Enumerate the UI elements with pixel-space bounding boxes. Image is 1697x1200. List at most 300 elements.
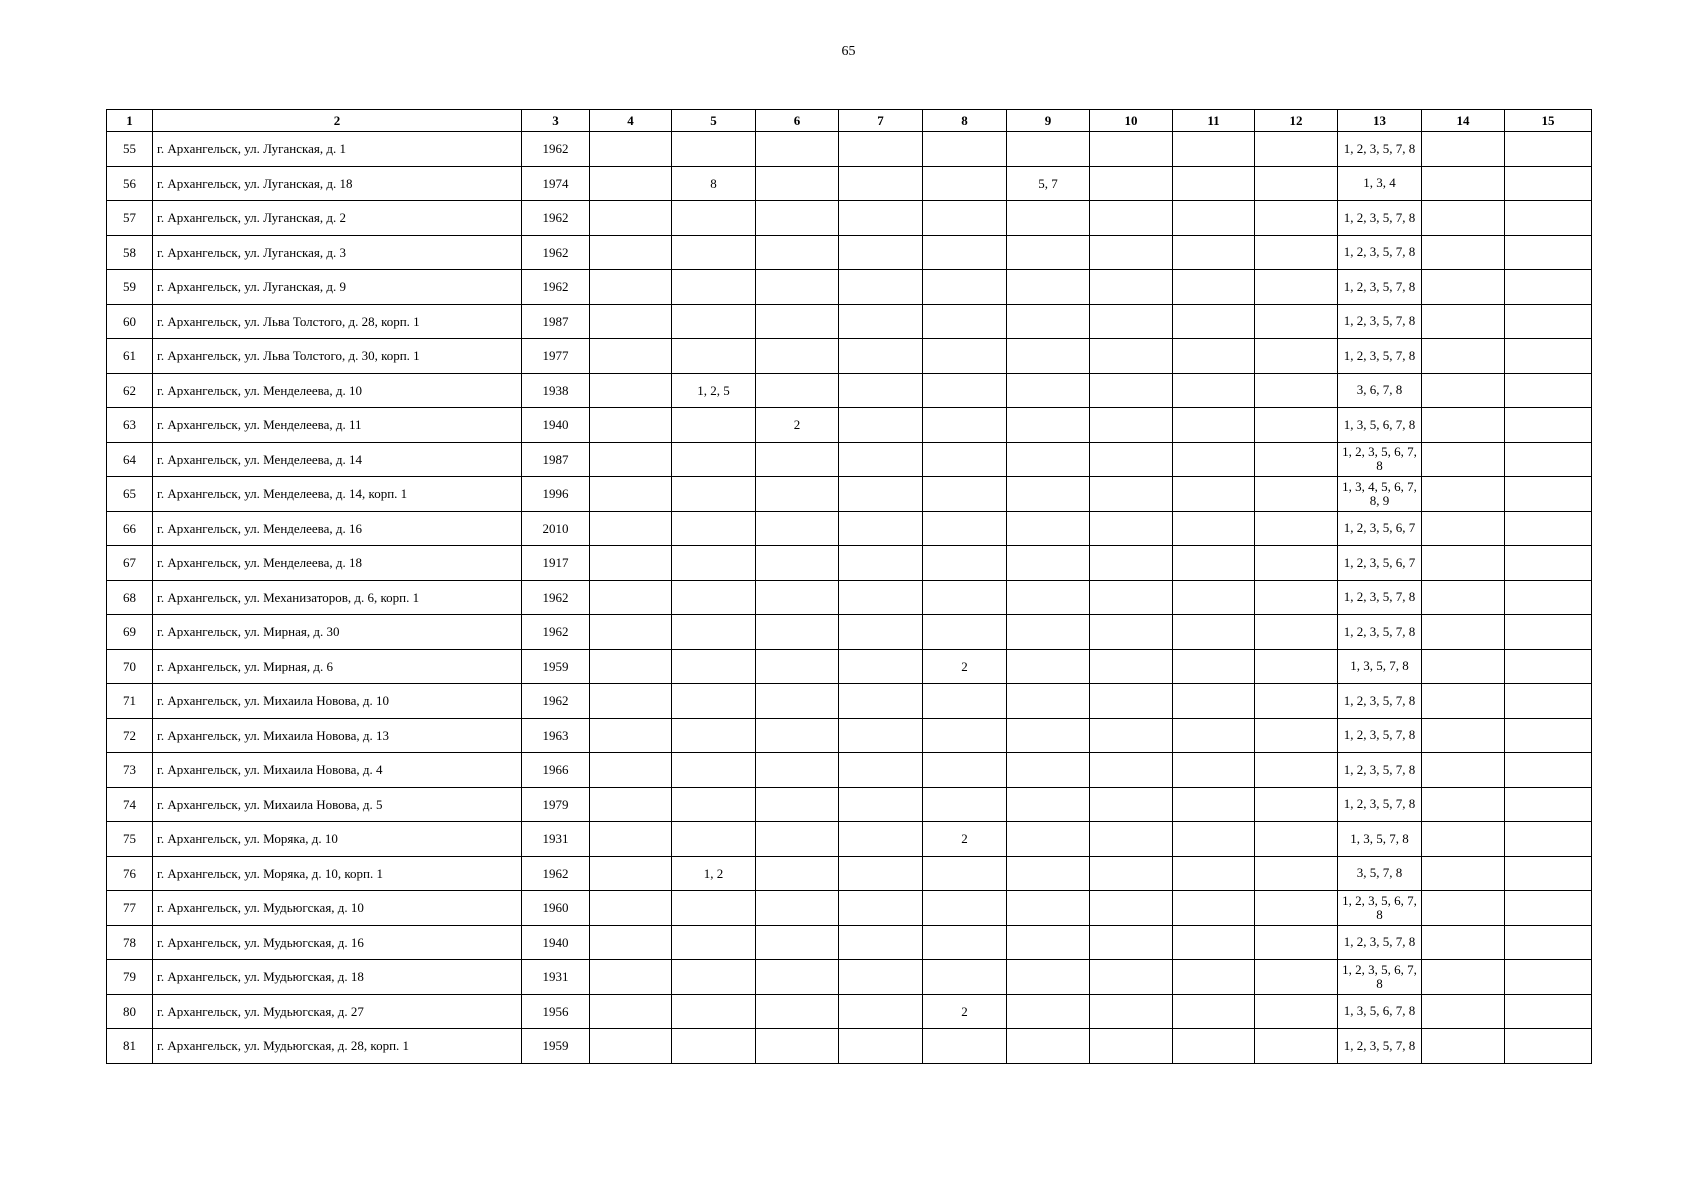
column-header-7: 7	[839, 110, 923, 132]
table-cell-col-11	[1173, 408, 1255, 443]
table-cell-col-1: 59	[107, 270, 153, 305]
table-cell-col-2: г. Архангельск, ул. Луганская, д. 9	[153, 270, 522, 305]
table-cell-col-14	[1422, 442, 1505, 477]
table-cell-col-4	[590, 304, 672, 339]
table-cell-col-13: 1, 3, 5, 7, 8	[1338, 649, 1422, 684]
table-cell-col-5	[672, 235, 756, 270]
table-cell-col-11	[1173, 511, 1255, 546]
table-cell-col-13: 3, 6, 7, 8	[1338, 373, 1422, 408]
table-cell-col-12	[1255, 546, 1338, 581]
table-cell-col-7	[839, 408, 923, 443]
table-cell-col-12	[1255, 787, 1338, 822]
table-cell-col-4	[590, 132, 672, 167]
table-cell-col-9	[1007, 339, 1090, 374]
table-cell-col-5	[672, 580, 756, 615]
table-cell-col-8	[923, 1029, 1007, 1064]
table-cell-col-5	[672, 822, 756, 857]
table-cell-col-4	[590, 753, 672, 788]
table-cell-col-10	[1090, 856, 1173, 891]
table-cell-col-13: 1, 3, 4, 5, 6, 7, 8, 9	[1338, 477, 1422, 512]
table-cell-col-13: 1, 2, 3, 5, 7, 8	[1338, 787, 1422, 822]
table-cell-col-9	[1007, 201, 1090, 236]
table-cell-col-4	[590, 442, 672, 477]
table-cell-col-12	[1255, 1029, 1338, 1064]
table-cell-col-12	[1255, 373, 1338, 408]
table-cell-col-7	[839, 753, 923, 788]
table-cell-col-4	[590, 718, 672, 753]
table-cell-col-13: 1, 2, 3, 5, 7, 8	[1338, 270, 1422, 305]
table-cell-col-14	[1422, 304, 1505, 339]
table-cell-col-11	[1173, 235, 1255, 270]
table-cell-col-13: 1, 3, 5, 7, 8	[1338, 822, 1422, 857]
table-cell-col-2: г. Архангельск, ул. Мудьюгская, д. 10	[153, 891, 522, 926]
table-cell-col-8: 2	[923, 994, 1007, 1029]
table-cell-col-11	[1173, 891, 1255, 926]
table-cell-col-1: 78	[107, 925, 153, 960]
table-cell-col-9	[1007, 615, 1090, 650]
table-cell-col-6	[756, 442, 839, 477]
table-cell-col-13: 1, 2, 3, 5, 6, 7, 8	[1338, 442, 1422, 477]
table-cell-col-15	[1505, 546, 1592, 581]
table-row	[107, 132, 1592, 167]
table-cell-col-1: 61	[107, 339, 153, 374]
table-cell-col-11	[1173, 753, 1255, 788]
table-cell-col-7	[839, 960, 923, 995]
table-cell-col-5	[672, 546, 756, 581]
table-cell-col-12	[1255, 511, 1338, 546]
table-cell-col-10	[1090, 960, 1173, 995]
table-cell-col-15	[1505, 925, 1592, 960]
table-cell-col-14	[1422, 891, 1505, 926]
table-cell-col-12	[1255, 201, 1338, 236]
table-cell-col-14	[1422, 718, 1505, 753]
table-cell-col-7	[839, 994, 923, 1029]
table-cell-col-5	[672, 442, 756, 477]
table-cell-col-6	[756, 684, 839, 719]
table-cell-col-3: 1962	[522, 132, 590, 167]
column-header-6: 6	[756, 110, 839, 132]
table-cell-col-11	[1173, 339, 1255, 374]
table-cell-col-4	[590, 546, 672, 581]
table-cell-col-13: 1, 2, 3, 5, 7, 8	[1338, 684, 1422, 719]
table-row	[107, 546, 1592, 581]
table-cell-col-10	[1090, 891, 1173, 926]
table-cell-col-13: 1, 2, 3, 5, 6, 7	[1338, 546, 1422, 581]
table-cell-col-9	[1007, 304, 1090, 339]
table-cell-col-14	[1422, 994, 1505, 1029]
table-cell-col-10	[1090, 787, 1173, 822]
table-cell-col-8	[923, 339, 1007, 374]
table-cell-col-2: г. Архангельск, ул. Михаила Новова, д. 10	[153, 684, 522, 719]
table-cell-col-10	[1090, 684, 1173, 719]
table-cell-col-7	[839, 787, 923, 822]
table-cell-col-12	[1255, 615, 1338, 650]
table-cell-col-14	[1422, 339, 1505, 374]
table-cell-col-13: 1, 2, 3, 5, 7, 8	[1338, 304, 1422, 339]
table-cell-col-15	[1505, 132, 1592, 167]
table-cell-col-10	[1090, 511, 1173, 546]
table-row	[107, 304, 1592, 339]
table-cell-col-10	[1090, 546, 1173, 581]
table-cell-col-3: 1959	[522, 1029, 590, 1064]
table-cell-col-5	[672, 477, 756, 512]
column-header-13: 13	[1338, 110, 1422, 132]
table-cell-col-10	[1090, 235, 1173, 270]
table-cell-col-1: 65	[107, 477, 153, 512]
table-cell-col-14	[1422, 787, 1505, 822]
table-cell-col-4	[590, 477, 672, 512]
table-cell-col-6	[756, 753, 839, 788]
table-cell-col-1: 66	[107, 511, 153, 546]
table-cell-col-9	[1007, 373, 1090, 408]
table-row	[107, 994, 1592, 1029]
table-cell-col-13: 1, 2, 3, 5, 7, 8	[1338, 1029, 1422, 1064]
table-cell-col-4	[590, 166, 672, 201]
table-cell-col-15	[1505, 511, 1592, 546]
table-cell-col-11	[1173, 580, 1255, 615]
table-cell-col-7	[839, 304, 923, 339]
table-cell-col-10	[1090, 477, 1173, 512]
table-cell-col-5	[672, 787, 756, 822]
table-cell-col-4	[590, 856, 672, 891]
table-cell-col-12	[1255, 925, 1338, 960]
table-cell-col-4	[590, 408, 672, 443]
table-cell-col-8	[923, 304, 1007, 339]
table-cell-col-10	[1090, 373, 1173, 408]
table-cell-col-9	[1007, 753, 1090, 788]
table-cell-col-11	[1173, 615, 1255, 650]
table-cell-col-5	[672, 304, 756, 339]
table-row	[107, 960, 1592, 995]
table-cell-col-6	[756, 822, 839, 857]
table-cell-col-5: 1, 2, 5	[672, 373, 756, 408]
table-cell-col-4	[590, 373, 672, 408]
table-cell-col-2: г. Архангельск, ул. Менделеева, д. 18	[153, 546, 522, 581]
table-cell-col-2: г. Архангельск, ул. Михаила Новова, д. 13	[153, 718, 522, 753]
table-cell-col-10	[1090, 925, 1173, 960]
table-cell-col-8	[923, 891, 1007, 926]
table-cell-col-13: 1, 2, 3, 5, 7, 8	[1338, 132, 1422, 167]
table-cell-col-2: г. Архангельск, ул. Льва Толстого, д. 30, корп. 1	[153, 339, 522, 374]
table-cell-col-15	[1505, 856, 1592, 891]
table-cell-col-15	[1505, 270, 1592, 305]
table-cell-col-9	[1007, 580, 1090, 615]
table-cell-col-9	[1007, 994, 1090, 1029]
table-cell-col-3: 1931	[522, 960, 590, 995]
table-cell-col-2: г. Архангельск, ул. Мудьюгская, д. 28, корп. 1	[153, 1029, 522, 1064]
page-number: 65	[841, 44, 856, 59]
table-cell-col-12	[1255, 856, 1338, 891]
table-cell-col-14	[1422, 753, 1505, 788]
table-cell-col-6	[756, 373, 839, 408]
table-cell-col-1: 64	[107, 442, 153, 477]
table-cell-col-5	[672, 684, 756, 719]
table-cell-col-6	[756, 787, 839, 822]
table-cell-col-14	[1422, 235, 1505, 270]
table-cell-col-7	[839, 477, 923, 512]
table-cell-col-5	[672, 201, 756, 236]
table-cell-col-14	[1422, 477, 1505, 512]
table-cell-col-14	[1422, 408, 1505, 443]
table-cell-col-13: 1, 2, 3, 5, 7, 8	[1338, 718, 1422, 753]
column-header-8: 8	[923, 110, 1007, 132]
table-cell-col-4	[590, 787, 672, 822]
register-table	[106, 109, 1592, 1064]
table-cell-col-3: 1996	[522, 477, 590, 512]
table-cell-col-13: 1, 3, 5, 6, 7, 8	[1338, 408, 1422, 443]
table-cell-col-8	[923, 718, 1007, 753]
table-cell-col-5	[672, 925, 756, 960]
table-cell-col-13: 1, 2, 3, 5, 7, 8	[1338, 615, 1422, 650]
table-cell-col-10	[1090, 822, 1173, 857]
table-cell-col-6	[756, 856, 839, 891]
table-cell-col-3: 1987	[522, 304, 590, 339]
table-cell-col-9	[1007, 477, 1090, 512]
table-row	[107, 511, 1592, 546]
table-cell-col-3: 1959	[522, 649, 590, 684]
table-cell-col-2: г. Архангельск, ул. Менделеева, д. 11	[153, 408, 522, 443]
table-cell-col-15	[1505, 235, 1592, 270]
table-cell-col-6	[756, 546, 839, 581]
table-cell-col-12	[1255, 580, 1338, 615]
table-cell-col-7	[839, 718, 923, 753]
table-cell-col-12	[1255, 408, 1338, 443]
table-cell-col-6	[756, 132, 839, 167]
table-cell-col-6	[756, 925, 839, 960]
table-cell-col-15	[1505, 615, 1592, 650]
table-cell-col-10	[1090, 132, 1173, 167]
table-cell-col-11	[1173, 822, 1255, 857]
table-cell-col-8	[923, 235, 1007, 270]
table-cell-col-3: 1960	[522, 891, 590, 926]
table-cell-col-8	[923, 925, 1007, 960]
table-cell-col-4	[590, 1029, 672, 1064]
table-cell-col-9	[1007, 270, 1090, 305]
table-cell-col-2: г. Архангельск, ул. Моряка, д. 10, корп. 1	[153, 856, 522, 891]
table-cell-col-4	[590, 580, 672, 615]
table-cell-col-3: 2010	[522, 511, 590, 546]
table-cell-col-7	[839, 166, 923, 201]
table-cell-col-10	[1090, 270, 1173, 305]
table-cell-col-10	[1090, 408, 1173, 443]
table-cell-col-15	[1505, 649, 1592, 684]
table-cell-col-9	[1007, 822, 1090, 857]
table-cell-col-3: 1962	[522, 856, 590, 891]
table-cell-col-13: 1, 3, 4	[1338, 166, 1422, 201]
table-cell-col-10	[1090, 718, 1173, 753]
table-cell-col-5	[672, 270, 756, 305]
table-cell-col-9	[1007, 511, 1090, 546]
table-cell-col-6	[756, 718, 839, 753]
table-row	[107, 753, 1592, 788]
table-cell-col-14	[1422, 960, 1505, 995]
table-cell-col-3: 1979	[522, 787, 590, 822]
table-cell-col-15	[1505, 442, 1592, 477]
table-cell-col-1: 74	[107, 787, 153, 822]
table-cell-col-13: 3, 5, 7, 8	[1338, 856, 1422, 891]
column-header-4: 4	[590, 110, 672, 132]
table-cell-col-2: г. Архангельск, ул. Луганская, д. 3	[153, 235, 522, 270]
table-cell-col-8	[923, 132, 1007, 167]
table-cell-col-13: 1, 3, 5, 6, 7, 8	[1338, 994, 1422, 1029]
table-cell-col-15	[1505, 684, 1592, 719]
table-cell-col-12	[1255, 339, 1338, 374]
table-cell-col-9	[1007, 891, 1090, 926]
table-cell-col-2: г. Архангельск, ул. Моряка, д. 10	[153, 822, 522, 857]
table-row	[107, 201, 1592, 236]
table-cell-col-5: 1, 2	[672, 856, 756, 891]
table-cell-col-3: 1963	[522, 718, 590, 753]
table-cell-col-14	[1422, 684, 1505, 719]
column-header-11: 11	[1173, 110, 1255, 132]
table-cell-col-10	[1090, 442, 1173, 477]
table-cell-col-13: 1, 2, 3, 5, 7, 8	[1338, 339, 1422, 374]
table-row	[107, 891, 1592, 926]
column-header-10: 10	[1090, 110, 1173, 132]
table-cell-col-5	[672, 339, 756, 374]
table-cell-col-4	[590, 235, 672, 270]
table-cell-col-15	[1505, 994, 1592, 1029]
table-cell-col-1: 63	[107, 408, 153, 443]
table-cell-col-8: 2	[923, 822, 1007, 857]
table-cell-col-11	[1173, 477, 1255, 512]
column-header-12: 12	[1255, 110, 1338, 132]
column-header-5: 5	[672, 110, 756, 132]
table-cell-col-10	[1090, 580, 1173, 615]
table-cell-col-5	[672, 649, 756, 684]
table-cell-col-2: г. Архангельск, ул. Менделеева, д. 14, корп. 1	[153, 477, 522, 512]
table-cell-col-5	[672, 1029, 756, 1064]
table-cell-col-14	[1422, 822, 1505, 857]
table-cell-col-13: 1, 2, 3, 5, 6, 7, 8	[1338, 960, 1422, 995]
table-cell-col-7	[839, 891, 923, 926]
table-cell-col-15	[1505, 201, 1592, 236]
table-cell-col-1: 71	[107, 684, 153, 719]
table-cell-col-7	[839, 615, 923, 650]
table-cell-col-3: 1962	[522, 235, 590, 270]
table-cell-col-14	[1422, 1029, 1505, 1064]
table-cell-col-14	[1422, 270, 1505, 305]
column-header-1: 1	[107, 110, 153, 132]
table-row	[107, 477, 1592, 512]
table-cell-col-1: 56	[107, 166, 153, 201]
table-cell-col-6	[756, 304, 839, 339]
table-cell-col-13: 1, 2, 3, 5, 7, 8	[1338, 201, 1422, 236]
table-cell-col-11	[1173, 373, 1255, 408]
table-cell-col-6	[756, 270, 839, 305]
table-cell-col-15	[1505, 477, 1592, 512]
table-cell-col-3: 1931	[522, 822, 590, 857]
table-cell-col-6	[756, 615, 839, 650]
table-cell-col-6	[756, 477, 839, 512]
table-cell-col-12	[1255, 684, 1338, 719]
table-cell-col-12	[1255, 649, 1338, 684]
table-cell-col-14	[1422, 132, 1505, 167]
table-cell-col-2: г. Архангельск, ул. Менделеева, д. 14	[153, 442, 522, 477]
table-cell-col-3: 1940	[522, 925, 590, 960]
table-cell-col-7	[839, 822, 923, 857]
table-cell-col-11	[1173, 925, 1255, 960]
table-row	[107, 787, 1592, 822]
table-cell-col-1: 62	[107, 373, 153, 408]
table-row	[107, 235, 1592, 270]
column-header-3: 3	[522, 110, 590, 132]
table-row	[107, 166, 1592, 201]
table-cell-col-11	[1173, 1029, 1255, 1064]
table-cell-col-13: 1, 2, 3, 5, 7, 8	[1338, 753, 1422, 788]
table-cell-col-12	[1255, 718, 1338, 753]
table-cell-col-11	[1173, 304, 1255, 339]
table-cell-col-3: 1974	[522, 166, 590, 201]
table-cell-col-9	[1007, 684, 1090, 719]
table-row	[107, 1029, 1592, 1064]
table-cell-col-6	[756, 1029, 839, 1064]
table-cell-col-3: 1962	[522, 684, 590, 719]
table-cell-col-15	[1505, 304, 1592, 339]
table-cell-col-1: 75	[107, 822, 153, 857]
table-cell-col-11	[1173, 718, 1255, 753]
table-cell-col-7	[839, 684, 923, 719]
table-cell-col-3: 1977	[522, 339, 590, 374]
table-cell-col-7	[839, 1029, 923, 1064]
table-cell-col-8	[923, 580, 1007, 615]
table-cell-col-4	[590, 270, 672, 305]
table-cell-col-15	[1505, 822, 1592, 857]
table-cell-col-9	[1007, 718, 1090, 753]
table-cell-col-5	[672, 960, 756, 995]
table-cell-col-14	[1422, 856, 1505, 891]
table-cell-col-6	[756, 994, 839, 1029]
table-cell-col-11	[1173, 649, 1255, 684]
table-cell-col-3: 1962	[522, 201, 590, 236]
table-cell-col-6	[756, 511, 839, 546]
column-header-15: 15	[1505, 110, 1592, 132]
table-cell-col-8	[923, 477, 1007, 512]
table-cell-col-3: 1966	[522, 753, 590, 788]
table-row	[107, 615, 1592, 650]
table-cell-col-10	[1090, 304, 1173, 339]
table-cell-col-13: 1, 2, 3, 5, 6, 7	[1338, 511, 1422, 546]
table-cell-col-8	[923, 408, 1007, 443]
table-cell-col-9	[1007, 235, 1090, 270]
table-cell-col-12	[1255, 235, 1338, 270]
table-cell-col-12	[1255, 477, 1338, 512]
table-cell-col-12	[1255, 960, 1338, 995]
table-cell-col-15	[1505, 718, 1592, 753]
table-cell-col-15	[1505, 787, 1592, 822]
table-cell-col-12	[1255, 166, 1338, 201]
table-cell-col-12	[1255, 753, 1338, 788]
table-cell-col-4	[590, 201, 672, 236]
table-cell-col-7	[839, 580, 923, 615]
table-cell-col-1: 68	[107, 580, 153, 615]
table-cell-col-9	[1007, 649, 1090, 684]
table-cell-col-6	[756, 649, 839, 684]
table-cell-col-14	[1422, 649, 1505, 684]
table-cell-col-10	[1090, 615, 1173, 650]
table-cell-col-10	[1090, 166, 1173, 201]
table-cell-col-1: 73	[107, 753, 153, 788]
table-cell-col-12	[1255, 994, 1338, 1029]
table-cell-col-4	[590, 925, 672, 960]
table-row	[107, 373, 1592, 408]
table-cell-col-2: г. Архангельск, ул. Менделеева, д. 10	[153, 373, 522, 408]
table-cell-col-15	[1505, 891, 1592, 926]
table-row	[107, 822, 1592, 857]
table-cell-col-6	[756, 960, 839, 995]
table-cell-col-10	[1090, 339, 1173, 374]
table-cell-col-2: г. Архангельск, ул. Льва Толстого, д. 28, корп. 1	[153, 304, 522, 339]
